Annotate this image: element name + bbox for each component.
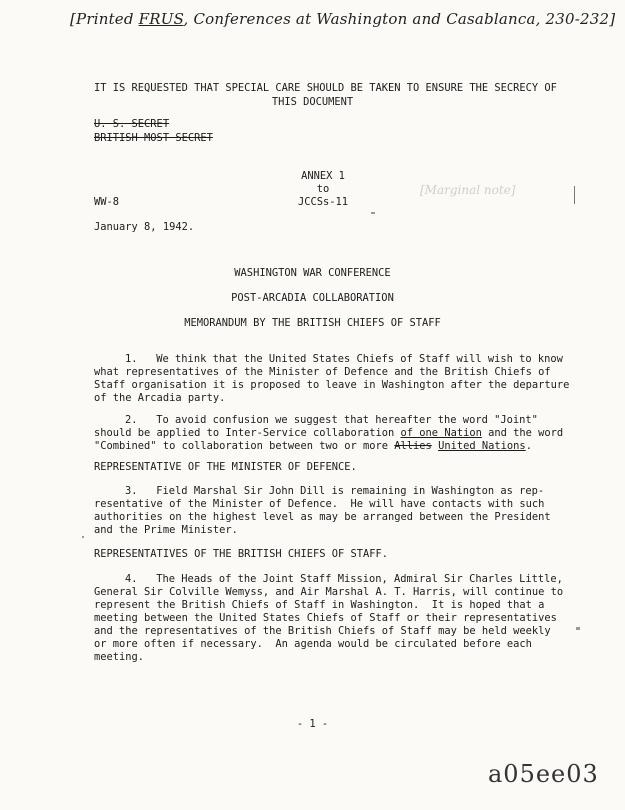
para2-line-3-start: "Combined" to collaboration between two or more — [94, 440, 395, 452]
heading-minister-of-defence: REPRESENTATIVE OF THE MINISTER OF DEFENCE. — [94, 461, 357, 473]
underlined-united-nations: United Nations — [438, 440, 526, 452]
struck-allies: Allies — [394, 440, 432, 452]
para2-line-3 — [94, 439, 532, 453]
conference-title: WASHINGTON WAR CONFERENCE — [234, 267, 391, 279]
para2-line-1: 2. To avoid confusion we suggest that hereafter the word "Joint" — [125, 414, 538, 426]
handwritten-citation — [70, 10, 615, 28]
page-number: - 1 - — [296, 718, 329, 730]
margin-dot-mark — [82, 536, 84, 538]
pencil-bracket-mark — [574, 186, 575, 204]
para4-line-5: and the representatives of the British Chiefs of Staff may be held weekly — [94, 625, 551, 637]
annex-line-1: ANNEX 1 — [301, 170, 345, 182]
document-date: January 8, 1942. — [94, 221, 195, 233]
right-margin-mark — [576, 627, 580, 630]
para4-line-2: General Sir Colville Wemyss, and Air Marshal A. T. Harris, will continue to — [94, 586, 564, 598]
para2-line-2 — [94, 426, 563, 440]
para3-line-1: 3. Field Marshal Sir John Dill is remaining in Washington as rep- — [125, 485, 545, 497]
para4-line-4: meeting between the United States Chiefs of Staff or their representatives — [94, 612, 557, 624]
para1-line-1: 1. We think that the United States Chiefs of Staff will wish to know — [125, 353, 563, 365]
para2-line-2-start: should be applied to Inter-Service collaboration — [94, 427, 401, 439]
para4-line-7: meeting. — [94, 651, 145, 663]
para4-line-3: represent the British Chiefs of Staff in Washington. It is hoped that a — [94, 599, 545, 611]
collaboration-title: POST-ARCADIA COLLABORATION — [231, 292, 394, 304]
underlined-of-one-nation: of one Nation — [400, 427, 482, 439]
secrecy-notice-line-1: IT IS REQUESTED THAT SPECIAL CARE SHOULD BE TAKEN TO ENSURE THE SECRECY OF — [94, 82, 557, 94]
classification-british-most-secret-struck: BRITISH MOST SECRET — [94, 132, 213, 144]
para2-line-2-end: and the word — [481, 427, 564, 439]
para3-line-3: authorities on the highest level as may be arranged between the President — [94, 511, 551, 523]
annex-line-2: to — [316, 183, 330, 195]
para1-line-3: Staff organisation it is proposed to leave in Washington after the departure — [94, 379, 570, 391]
stray-mark — [371, 212, 375, 214]
memorandum-title: MEMORANDUM BY THE BRITISH CHIEFS OF STAFF — [184, 317, 441, 329]
para4-line-6: or more often if necessary. An agenda would be circulated before each — [94, 638, 532, 650]
citation-rest: , Conferences at Washington and Casablanca, 230-232] — [183, 10, 616, 28]
heading-british-chiefs: REPRESENTATIVES OF THE BRITISH CHIEFS OF STAFF. — [94, 548, 389, 560]
classification-us-secret-struck: U. S. SECRET — [94, 118, 170, 130]
annex-line-3: JCCSs-11 — [297, 196, 349, 208]
para3-line-2: resentative of the Minister of Defence. He will have contacts with such — [94, 498, 545, 510]
para4-line-1: 4. The Heads of the Joint Staff Mission, Admiral Sir Charles Little, — [125, 573, 563, 585]
pencil-marginal-note: [Marginal note] — [420, 183, 516, 197]
secrecy-notice-line-2: THIS DOCUMENT — [271, 96, 354, 108]
citation-prefix: [Printed — [70, 10, 134, 28]
document-reference: WW-8 — [94, 196, 120, 208]
para1-line-4: of the Arcadia party. — [94, 392, 226, 404]
para1-line-2: what representatives of the Minister of Defence and the British Chiefs of — [94, 366, 551, 378]
para3-line-4: and the Prime Minister. — [94, 524, 238, 536]
para2-line-3-end: . — [525, 440, 532, 452]
handwritten-archive-code: a05ee03 — [488, 760, 599, 788]
citation-frus: FRUS — [138, 10, 184, 28]
